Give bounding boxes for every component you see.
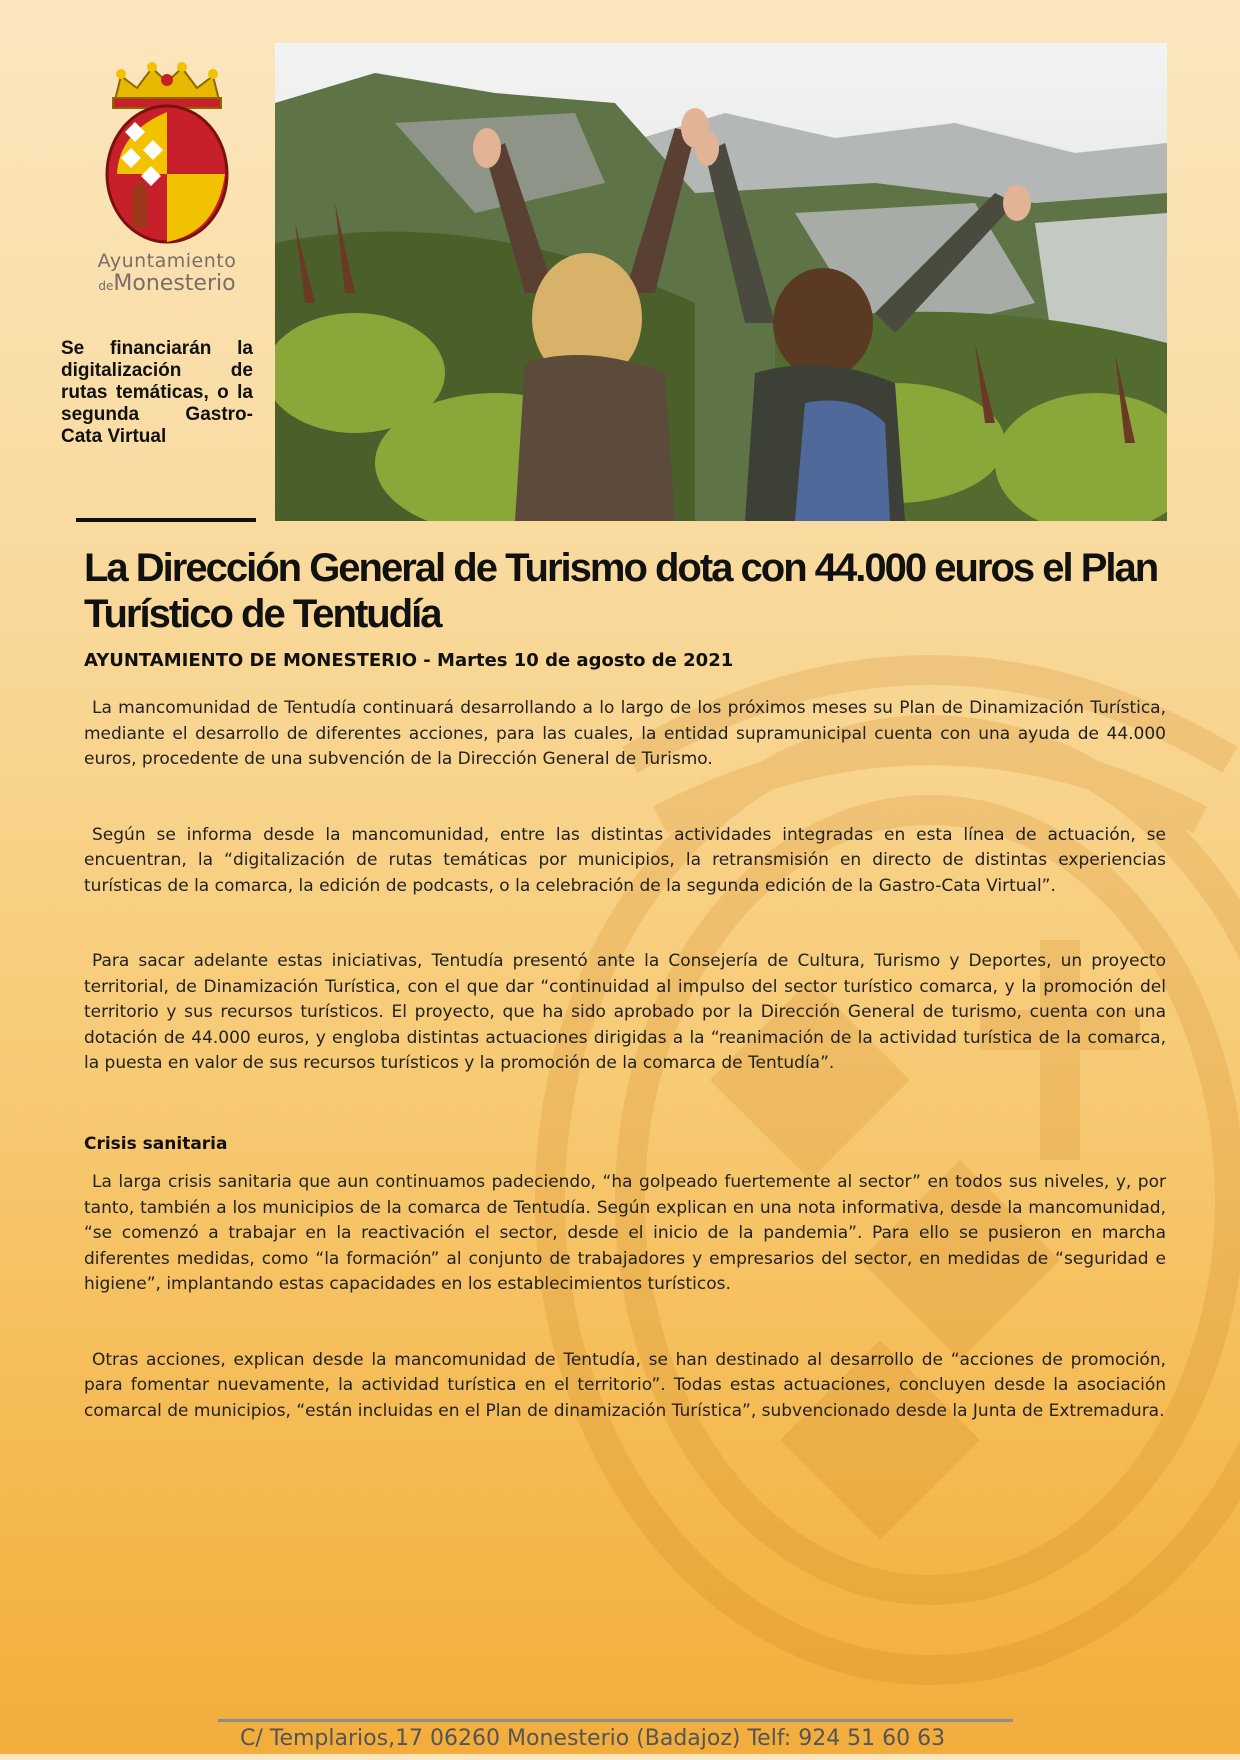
body-paragraph-3: Para sacar adelante estas iniciativas, Tentudía presentó ante la Consejería de Cultura, Turismo y Deportes, un proyecto territorial, de Dinamización Turística, con el que dar “continuidad al impulso del sector turístico comarca, y la promoción del territorio y sus recursos turísticos. El proyecto, que ha sido aprobado por la Dirección General de turismo, cuenta con una dotación de 44.000 euros, y engloba distintas actuaciones dirigidas a la “reanimación de la actividad turística de la comarca, la puesta en valor de sus recursos turísticos y la promoción de la comarca de Tentudía”. [84,951,1166,1073]
footer-address: C/ Templarios,17 06260 Monesterio (Badajoz) Telf: 924 51 60 63 [240,1726,946,1751]
body-paragraph-1: La mancomunidad de Tentudía continuará desarrollando a lo largo de los próximos meses su Plan de Dinamización Turística, mediante el desarrollo de diferentes acciones, para las cuales, la entidad supramunicipal cuenta con una ayuda de 44.000 euros, procedente de una subvención de la Dirección General de Turismo. [84,698,1166,769]
body-paragraph-4: La larga crisis sanitaria que aun continuamos padeciendo, “ha golpeado fuertemente al sector” en todos sus niveles, y, por tanto, también a los municipios de la comarca de Tentudía. Según explican en una nota informativa, desde la mancomunidad, “se comenzó a trabajar en la reactivación el sector, desde el inicio de la pandemia”. Para ello se pusieron en marcha diferentes medidas, como “la formación” al conjunto de trabajadores y empresarios del sector, en medidas de “seguridad e higiene”, implantando estas capacidades en los establecimientos turísticos. [84,1172,1166,1294]
logo-line-2-small: de [98,278,114,293]
hero-photo [275,43,1167,521]
footer-divider [218,1719,1013,1722]
body-paragraph-2: Según se informa desde la mancomunidad, entre las distintas actividades integradas en esta línea de actuación, se encuentran, la “digitalización de rutas temáticas por municipios, la retransmisión en directo de distintas experiencias turísticas de la comarca, la edición de podcasts, o la celebración de la segunda edición de la Gastro-Cata Virtual”. [84,824,1166,896]
article-headline: La Dirección General de Turismo dota con 44.000 euros el Plan Turístico de Tentudía [84,546,1158,636]
caption-divider [76,518,256,522]
side-caption: Se financiarán la digitalización de rutas temáticas, o la segunda Gastro-Cata Virtual [61,338,253,447]
coat-of-arms-icon [97,62,237,252]
section-heading: Crisis sanitaria [84,1133,228,1154]
article-byline: AYUNTAMIENTO DE MONESTERIO - Martes 10 de agosto de 2021 [84,650,734,671]
municipal-logo [92,62,242,312]
article-body [84,696,1166,1474]
hikers-photo-illustration [275,43,1167,521]
logo-line-2: Monesterio [113,270,236,296]
logo-line-1: Ayuntamiento [97,250,237,272]
body-paragraph-5: Otras acciones, explican desde la mancomunidad de Tentudía, se han destinado al desarrollo de “acciones de promoción, para fomentar nuevamente, la actividad turística en el territorio”. Todas estas actuaciones, concluyen desde la asociación comarcal de municipios, “están incluidas en el Plan de dinamización Turística”, subvencionado desde la Junta de Extremadura. [84,1349,1166,1421]
